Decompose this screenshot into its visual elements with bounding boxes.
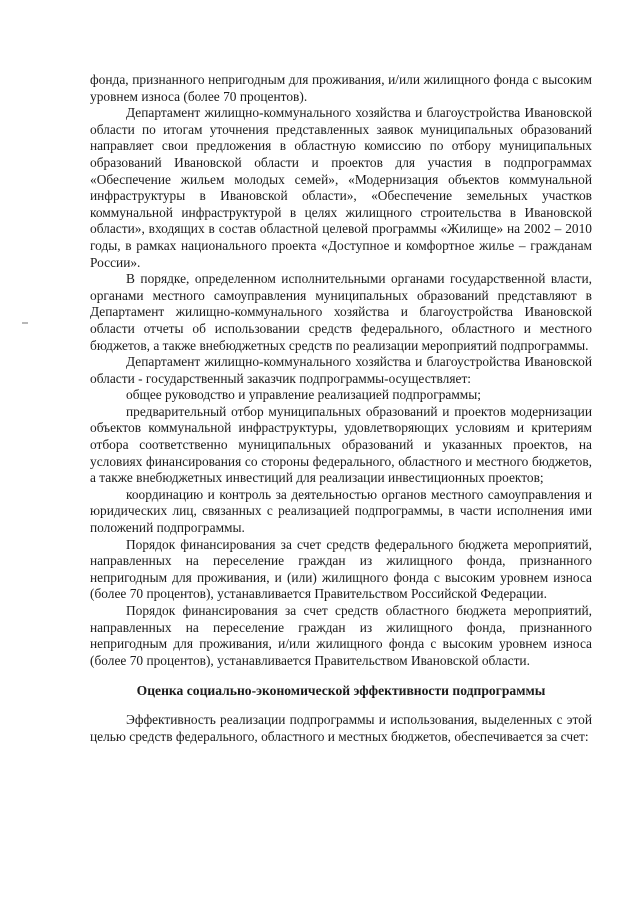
- paragraph-6: предварительный отбор муниципальных образований и проектов модернизации объектов коммунальной инфраструктуры, удовлетворяющих условиям и критериям отбора соответственно муниципальных образований и указанных проектов, на условиях финансирования со стороны федерального, областного и местного бюджетов, а также внебюджетных инвестиций для реализации инвестиционных проектов;: [90, 403, 592, 486]
- paragraph-4: Департамент жилищно-коммунального хозяйства и благоустройства Ивановской области - государственный заказчик подпрограммы-осуществляет:: [90, 354, 592, 386]
- margin-mark: [22, 322, 28, 324]
- paragraph-1: фонда, признанного непригодным для проживания, и/или жилищного фонда с высоким уровнем износа (более 70 процентов).: [90, 72, 592, 104]
- paragraph-10: Эффективность реализации подпрограммы и использования, выделенных с этой целью средств федерального, областного и местных бюджетов, обеспечивается за счет:: [90, 711, 592, 744]
- section-heading: Оценка социально-экономической эффективности подпрограммы: [136, 683, 546, 699]
- paragraph-9: Порядок финансирования за счет средств областного бюджета мероприятий, направленных на переселение граждан из жилищного фонда, признанного непригодным для проживания, и/или жилищного фонда с высоким уровнем износа (более 70 процентов), устанавливается Правительством Ивановской области.: [90, 603, 592, 668]
- paragraph-2: Департамент жилищно-коммунального хозяйства и благоустройства Ивановской области по итогам уточнения представленных заявок муниципальных образований направляет свои предложения в областную комиссию по отбору муниципальных образований Ивановской области и проектов для участия в подпрограммах «Обеспечение жильем молодых семей», «Модернизация объектов коммунальной инфраструктуры в Ивановской области», «Обеспечение земельных участков коммунальной инфраструктурой в целях жилищного строительства в Ивановской области», входящих в состав областной целевой программы «Жилище» на 2002 – 2010 годы, в рамках национального проекта «Доступное и комфортное жилье – гражданам России».: [90, 105, 592, 270]
- paragraph-7: координацию и контроль за деятельностью органов местного самоуправления и юридических лиц, связанных с реализацией подпрограммы, в части исполнения ими положений подпрограммы.: [90, 486, 592, 536]
- paragraph-5: общее руководство и управление реализацией подпрограммы;: [126, 387, 481, 403]
- paragraph-3: В порядке, определенном исполнительными органами государственной власти, органами местного самоуправления муниципальных образований представляют в Департамент жилищно-коммунального хозяйства и благоустройства Ивановской области отчеты об использовании средств федерального, областного и местного бюджетов, а также внебюджетных средств по реализации мероприятий подпрограммы.: [90, 271, 592, 353]
- paragraph-8: Порядок финансирования за счет средств федерального бюджета мероприятий, направленных на переселение граждан из жилищного фонда, признанного непригодным для проживания, и (или) жилищного фонда с высоким уровнем износа (более 70 процентов), устанавливается Правительством Российской Федерации.: [90, 536, 592, 602]
- document-page: [90, 72, 592, 745]
